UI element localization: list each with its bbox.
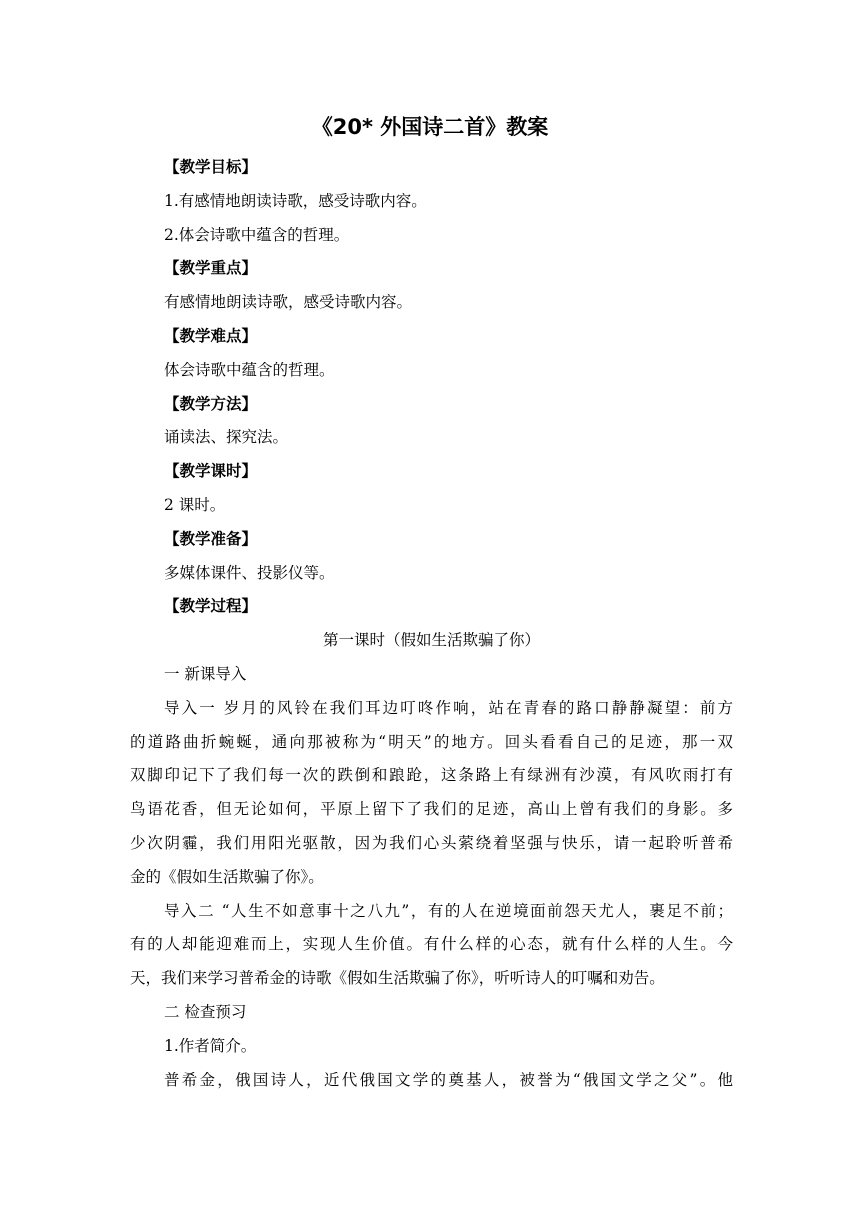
key-heading: 【教学重点】 [164,259,258,278]
intro1-line-5: 少次阴霾，我们用阳光驱散，因为我们心头萦绕着坚强与快乐，请一起聆听普希 [130,833,733,852]
difficulty-heading: 【教学难点】 [164,326,258,345]
intro1-line-1: 导入一 岁月的风铃在我们耳边叮咚作响，站在青春的路口静静凝望：前方 [164,698,733,717]
method-heading: 【教学方法】 [164,394,258,413]
prep-heading: 【教学准备】 [164,529,258,548]
document-body [130,151,733,1097]
intro1-line-4: 鸟语花香，但无论如何，平原上留下了我们的足迹，高山上曾有我们的身影。多 [130,800,733,819]
goal-item-1: 1.有感情地朗读诗歌，感受诗歌内容。 [164,191,427,210]
intro1-line-3: 双脚印记下了我们每一次的跌倒和踉跄，这条路上有绿洲有沙漠，有风吹雨打有 [130,766,733,785]
method-text: 诵读法、探究法。 [164,428,289,447]
difficulty-text: 体会诗歌中蕴含的哲理。 [164,360,335,379]
hours-heading: 【教学课时】 [164,462,258,481]
intro1-line-6: 金的《假如生活欺骗了你》。 [130,867,324,886]
prep-text: 多媒体课件、投影仪等。 [164,563,335,582]
part2-title: 二 检查预习 [164,1002,247,1021]
intro-paragraph-2 [130,895,733,996]
page-title: 《20* 外国诗二首》教案 [311,115,549,139]
goal-heading: 【教学目标】 [164,158,258,176]
process-heading: 【教学过程】 [164,597,258,616]
hours-text: 2 课时。 [164,495,226,514]
goal-item-2: 2.体会诗歌中蕴含的哲理。 [164,225,350,244]
author-intro-item: 1.作者简介。 [164,1036,257,1055]
intro2-line-2: 有的人却能迎难而上，实现人生价值。有什么样的心态，就有什么样的人生。今 [130,935,733,954]
lesson-title: 第一课时（假如生活欺骗了你） [322,631,540,650]
intro2-line-1: 导入二 “人生不如意事十之八九”，有的人在逆境面前怨天尤人，裹足不前； [164,901,733,920]
intro1-line-2: 的道路曲折蜿蜒，通向那被称为“明天”的地方。回头看看自己的足迹，那一双 [130,732,733,751]
key-text: 有感情地朗读诗歌，感受诗歌内容。 [164,293,413,312]
intro2-line-3: 天，我们来学习普希金的诗歌《假如生活欺骗了你》，听听诗人的叮嘱和劝告。 [130,969,665,988]
part1-title: 一 新课导入 [164,664,247,683]
author-intro-line: 普希金，俄国诗人，近代俄国文学的奠基人，被誉为“俄国文学之父”。他 [164,1070,733,1089]
intro-paragraph-1 [130,692,733,895]
